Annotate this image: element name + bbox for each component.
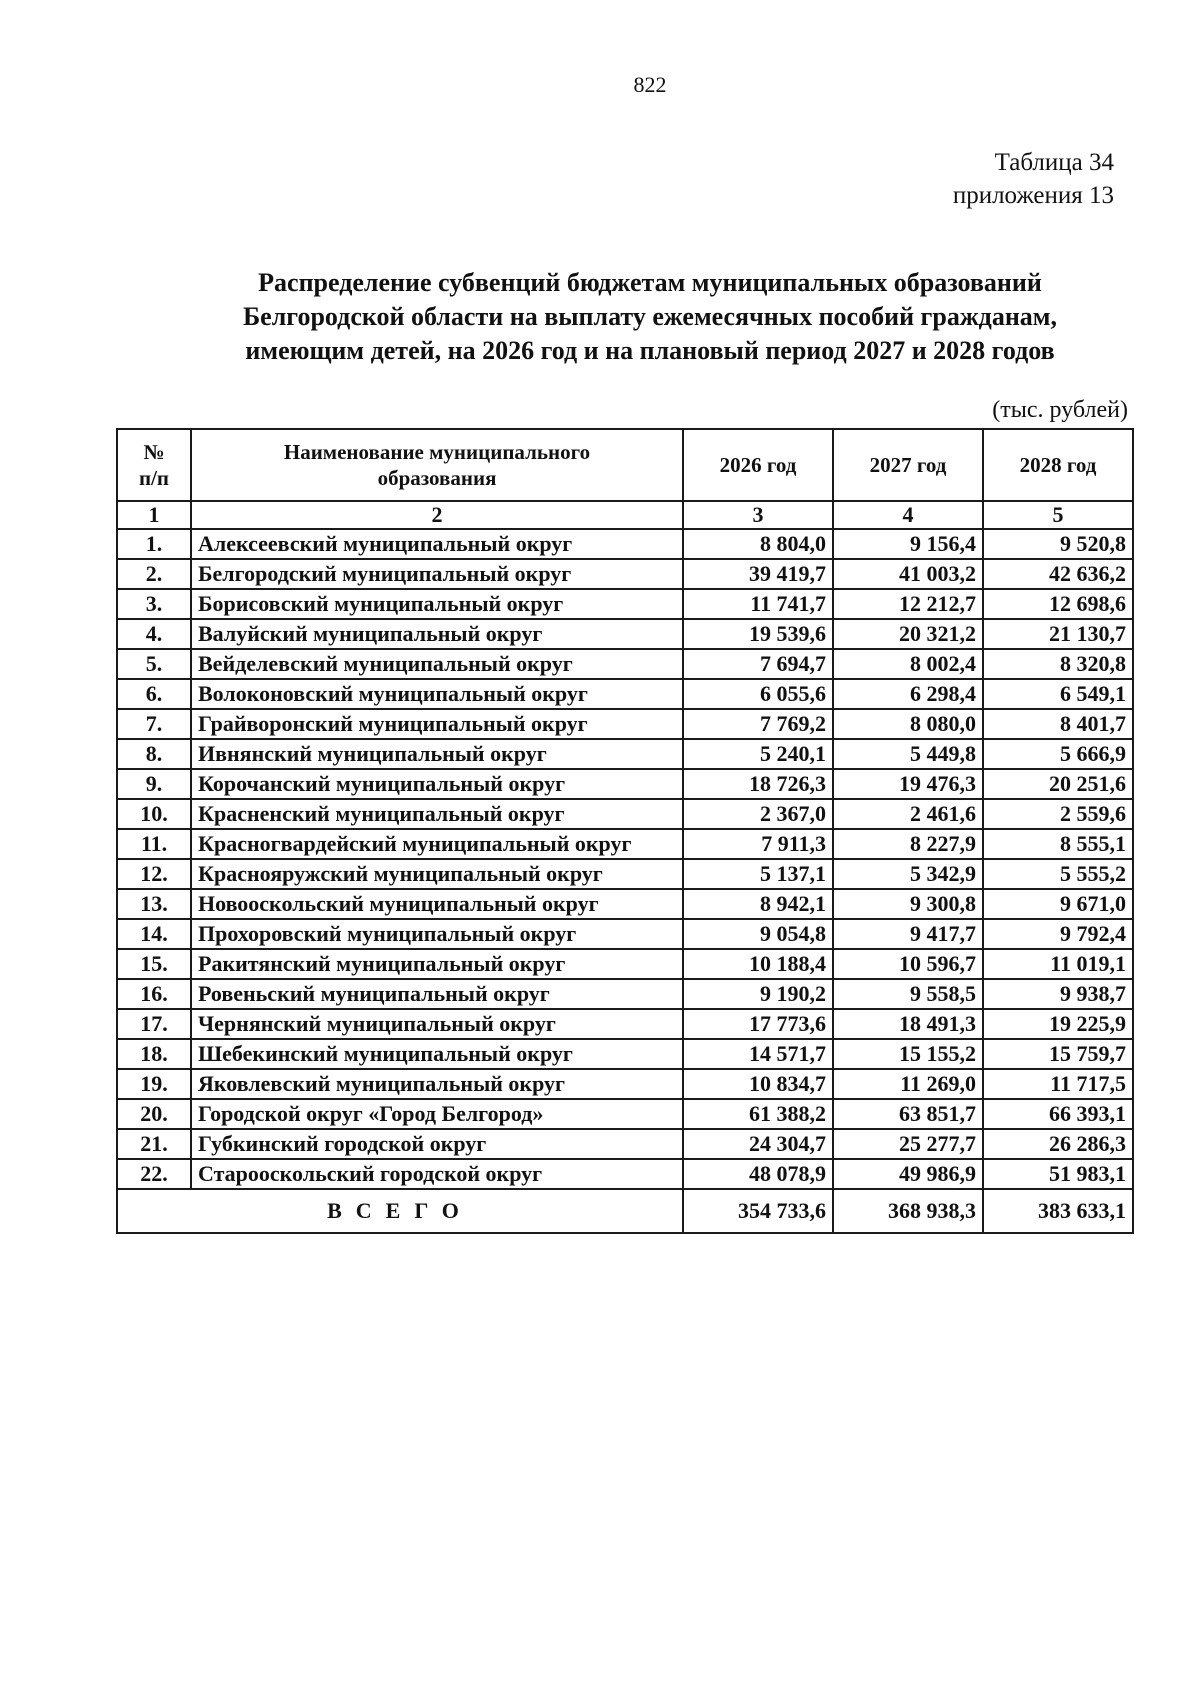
table-row [117, 649, 1133, 679]
cell-2028: 8 320,8 [983, 649, 1133, 679]
table-row [117, 859, 1133, 889]
cell-2028: 42 636,2 [983, 559, 1133, 589]
cell-2026: 19 539,6 [683, 619, 833, 649]
title-line-2: Белгородской области на выплату ежемесячных пособий гражданам, [242, 302, 1058, 331]
table-row [117, 799, 1133, 829]
cell-number: 20. [117, 1099, 191, 1129]
table-row [117, 769, 1133, 799]
cell-2028: 9 938,7 [983, 979, 1133, 1009]
cell-2026: 48 078,9 [683, 1159, 833, 1189]
cell-municipality: Чернянский муниципальный округ [191, 1009, 683, 1039]
cell-number: 9. [117, 769, 191, 799]
column-index-1: 1 [117, 501, 191, 529]
cell-2026: 14 571,7 [683, 1039, 833, 1069]
table-row [117, 589, 1133, 619]
title-line-3: имеющим детей, на 2026 год и на плановый период 2027 и 2028 годов [245, 336, 1055, 365]
header-name-line-1: Наименование муниципального [283, 440, 591, 464]
cell-2028: 6 549,1 [983, 679, 1133, 709]
cell-2028: 5 666,9 [983, 739, 1133, 769]
cell-2026: 11 741,7 [683, 589, 833, 619]
cell-number: 17. [117, 1009, 191, 1039]
cell-2026: 17 773,6 [683, 1009, 833, 1039]
header-name [191, 429, 683, 501]
cell-municipality: Валуйский муниципальный округ [191, 619, 683, 649]
cell-number: 8. [117, 739, 191, 769]
cell-2026: 5 240,1 [683, 739, 833, 769]
cell-2028: 9 671,0 [983, 889, 1133, 919]
cell-municipality: Ракитянский муниципальный округ [191, 949, 683, 979]
cell-municipality: Прохоровский муниципальный округ [191, 919, 683, 949]
header-2028: 2028 год [983, 429, 1133, 501]
cell-municipality: Белгородский муниципальный округ [191, 559, 683, 589]
header-2026: 2026 год [683, 429, 833, 501]
total-label: ВСЕГО [117, 1189, 683, 1233]
table-row [117, 559, 1133, 589]
cell-2027: 18 491,3 [833, 1009, 983, 1039]
cell-2027: 5 342,9 [833, 859, 983, 889]
cell-2027: 9 558,5 [833, 979, 983, 1009]
table-row [117, 919, 1133, 949]
cell-2028: 9 520,8 [983, 529, 1133, 559]
cell-2028: 51 983,1 [983, 1159, 1133, 1189]
cell-2027: 9 156,4 [833, 529, 983, 559]
cell-2026: 6 055,6 [683, 679, 833, 709]
cell-municipality: Городской округ «Город Белгород» [191, 1099, 683, 1129]
cell-2027: 2 461,6 [833, 799, 983, 829]
cell-2028: 26 286,3 [983, 1129, 1133, 1159]
cell-municipality: Губкинский городской округ [191, 1129, 683, 1159]
total-2026: 354 733,6 [683, 1189, 833, 1233]
subvention-table [116, 428, 1134, 1234]
table-row [117, 1099, 1133, 1129]
cell-number: 21. [117, 1129, 191, 1159]
cell-municipality: Вейделевский муниципальный округ [191, 649, 683, 679]
table-label-number: Таблица 34 [994, 149, 1114, 176]
cell-number: 19. [117, 1069, 191, 1099]
units-label: (тыс. рублей) [992, 397, 1128, 423]
cell-municipality: Красногвардейский муниципальный округ [191, 829, 683, 859]
table-row [117, 679, 1133, 709]
cell-2027: 8 002,4 [833, 649, 983, 679]
cell-number: 14. [117, 919, 191, 949]
cell-2027: 12 212,7 [833, 589, 983, 619]
cell-number: 4. [117, 619, 191, 649]
cell-2028: 21 130,7 [983, 619, 1133, 649]
cell-2027: 63 851,7 [833, 1099, 983, 1129]
cell-number: 16. [117, 979, 191, 1009]
cell-2026: 18 726,3 [683, 769, 833, 799]
table-label [953, 146, 1114, 212]
cell-2027: 8 227,9 [833, 829, 983, 859]
header-2027: 2027 год [833, 429, 983, 501]
cell-number: 22. [117, 1159, 191, 1189]
cell-municipality: Корочанский муниципальный округ [191, 769, 683, 799]
cell-2028: 20 251,6 [983, 769, 1133, 799]
cell-2028: 11 717,5 [983, 1069, 1133, 1099]
table-row [117, 979, 1133, 1009]
cell-2028: 19 225,9 [983, 1009, 1133, 1039]
total-row [117, 1189, 1133, 1233]
table-row [117, 1129, 1133, 1159]
cell-municipality: Ровеньский муниципальный округ [191, 979, 683, 1009]
cell-municipality: Старооскольский городской округ [191, 1159, 683, 1189]
column-index-5: 5 [983, 501, 1133, 529]
cell-municipality: Краснояружский муниципальный округ [191, 859, 683, 889]
cell-2028: 8 401,7 [983, 709, 1133, 739]
cell-2026: 61 388,2 [683, 1099, 833, 1129]
cell-2027: 9 417,7 [833, 919, 983, 949]
cell-2026: 39 419,7 [683, 559, 833, 589]
cell-number: 15. [117, 949, 191, 979]
document-title [150, 266, 1150, 368]
cell-municipality: Яковлевский муниципальный округ [191, 1069, 683, 1099]
header-number [117, 429, 191, 501]
table-header [117, 429, 1133, 529]
cell-2027: 25 277,7 [833, 1129, 983, 1159]
cell-2026: 24 304,7 [683, 1129, 833, 1159]
cell-2028: 15 759,7 [983, 1039, 1133, 1069]
cell-2026: 9 054,8 [683, 919, 833, 949]
cell-2027: 5 449,8 [833, 739, 983, 769]
table-row [117, 1039, 1133, 1069]
table-row [117, 1069, 1133, 1099]
cell-2028: 2 559,6 [983, 799, 1133, 829]
table-row [117, 739, 1133, 769]
table-row [117, 949, 1133, 979]
header-number-line-2: п/п [138, 466, 170, 490]
total-2027: 368 938,3 [833, 1189, 983, 1233]
table-row [117, 709, 1133, 739]
cell-2026: 10 834,7 [683, 1069, 833, 1099]
cell-2026: 7 694,7 [683, 649, 833, 679]
column-index-row [117, 501, 1133, 529]
cell-number: 7. [117, 709, 191, 739]
cell-municipality: Грайворонский муниципальный округ [191, 709, 683, 739]
cell-2026: 10 188,4 [683, 949, 833, 979]
cell-municipality: Красненский муниципальный округ [191, 799, 683, 829]
table-row [117, 619, 1133, 649]
table-row [117, 829, 1133, 859]
cell-number: 13. [117, 889, 191, 919]
header-name-line-2: образования [377, 466, 497, 490]
cell-2027: 20 321,2 [833, 619, 983, 649]
cell-number: 18. [117, 1039, 191, 1069]
page-number: 822 [633, 72, 667, 97]
cell-2028: 5 555,2 [983, 859, 1133, 889]
cell-2028: 9 792,4 [983, 919, 1133, 949]
cell-2026: 9 190,2 [683, 979, 833, 1009]
cell-municipality: Ивнянский муниципальный округ [191, 739, 683, 769]
cell-municipality: Алексеевский муниципальный округ [191, 529, 683, 559]
header-row [117, 429, 1133, 501]
cell-municipality: Шебекинский муниципальный округ [191, 1039, 683, 1069]
cell-2027: 8 080,0 [833, 709, 983, 739]
cell-number: 1. [117, 529, 191, 559]
cell-2026: 2 367,0 [683, 799, 833, 829]
cell-2028: 11 019,1 [983, 949, 1133, 979]
cell-municipality: Волоконовский муниципальный округ [191, 679, 683, 709]
cell-2028: 12 698,6 [983, 589, 1133, 619]
column-index-4: 4 [833, 501, 983, 529]
table-label-appendix: приложения 13 [952, 182, 1114, 209]
table-row [117, 1009, 1133, 1039]
cell-2026: 8 942,1 [683, 889, 833, 919]
cell-number: 12. [117, 859, 191, 889]
cell-number: 10. [117, 799, 191, 829]
cell-2027: 11 269,0 [833, 1069, 983, 1099]
cell-number: 6. [117, 679, 191, 709]
header-number-line-1: № [143, 440, 165, 464]
cell-2027: 6 298,4 [833, 679, 983, 709]
table-row [117, 889, 1133, 919]
cell-2027: 19 476,3 [833, 769, 983, 799]
cell-2026: 7 769,2 [683, 709, 833, 739]
cell-2026: 7 911,3 [683, 829, 833, 859]
table-row [117, 1159, 1133, 1189]
cell-municipality: Борисовский муниципальный округ [191, 589, 683, 619]
cell-number: 11. [117, 829, 191, 859]
cell-number: 2. [117, 559, 191, 589]
table-row [117, 529, 1133, 559]
cell-2027: 41 003,2 [833, 559, 983, 589]
total-2028: 383 633,1 [983, 1189, 1133, 1233]
cell-2027: 9 300,8 [833, 889, 983, 919]
cell-2027: 10 596,7 [833, 949, 983, 979]
column-index-2: 2 [191, 501, 683, 529]
title-line-1: Распределение субвенций бюджетам муниципальных образований [258, 268, 1042, 297]
column-index-3: 3 [683, 501, 833, 529]
cell-2028: 66 393,1 [983, 1099, 1133, 1129]
table-body [117, 529, 1133, 1233]
cell-municipality: Новооскольский муниципальный округ [191, 889, 683, 919]
cell-2027: 15 155,2 [833, 1039, 983, 1069]
cell-number: 3. [117, 589, 191, 619]
cell-2026: 5 137,1 [683, 859, 833, 889]
cell-2028: 8 555,1 [983, 829, 1133, 859]
cell-number: 5. [117, 649, 191, 679]
cell-2027: 49 986,9 [833, 1159, 983, 1189]
cell-2026: 8 804,0 [683, 529, 833, 559]
